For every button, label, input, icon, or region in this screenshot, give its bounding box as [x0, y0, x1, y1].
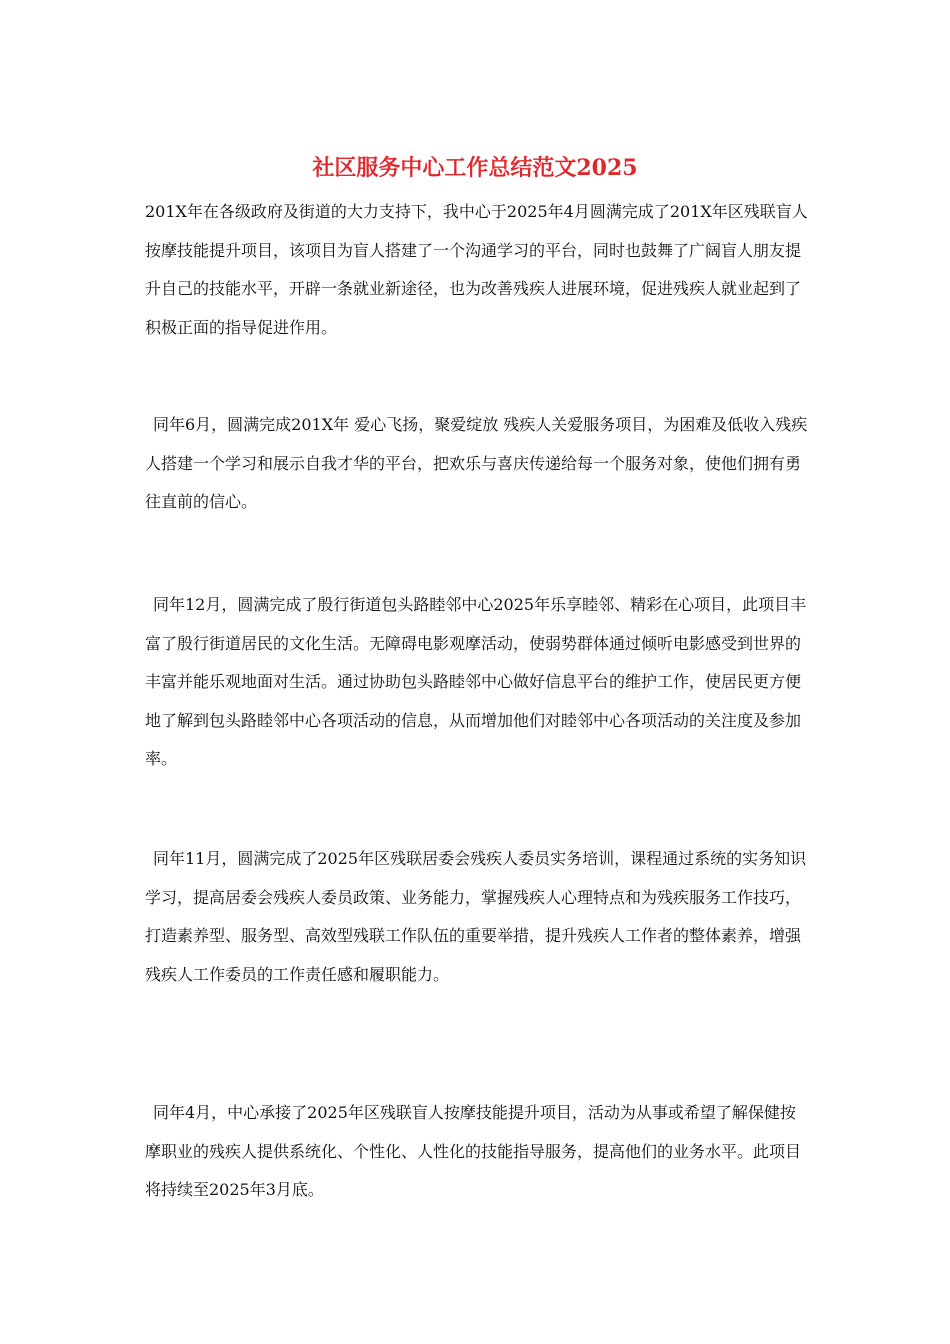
paragraph-4: 同年11月，圆满完成了2025年区残联居委会残疾人委员实务培训，课程通过系统的实务知识学习，提高居委会残疾人委员政策、业务能力，掌握残疾人心理特点和为残疾服务工作技巧，打造素养型、服务型、高效型残联工作队伍的重要举措，提升残疾人工作者的整体素养，增强残疾人工作委员的工作责任感和履职能力。	[145, 849, 807, 984]
paragraph-3: 同年12月，圆满完成了殷行街道包头路睦邻中心2025年乐享睦邻、精彩在心项目，此项目丰富了殷行街道居民的文化生活。无障碍电影观摩活动，使弱势群体通过倾听电影感受到世界的丰富并能乐观地面对生活。通过协助包头路睦邻中心做好信息平台的维护工作，使居民更方便地了解到包头路睦邻中心各项活动的信息，从而增加他们对睦邻中心各项活动的关注度及参加率。	[145, 595, 807, 768]
document-title: 社区服务中心工作总结范文2025	[312, 155, 638, 181]
paragraph-5: 同年4月，中心承接了2025年区残联盲人按摩技能提升项目，活动为从事或希望了解保健按摩职业的残疾人提供系统化、个性化、人性化的技能指导服务，提高他们的业务水平。此项目将持续至2025年3月底。	[145, 1103, 802, 1199]
paragraph-2: 同年6月，圆满完成201X年 爱心飞扬，聚爱绽放 残疾人关爱服务项目，为困难及低收入残疾人搭建一个学习和展示自我才华的平台，把欢乐与喜庆传递给每一个服务对象，使他们拥有勇往直前的信心。	[145, 415, 808, 511]
paragraph-1: 201X年在各级政府及街道的大力支持下，我中心于2025年4月圆满完成了201X年区残联盲人按摩技能提升项目，该项目为盲人搭建了一个沟通学习的平台，同时也鼓舞了广阔盲人朋友提升自己的技能水平，开辟一条就业新途径，也为改善残疾人进展环境，促进残疾人就业起到了积极正面的指导促进作用。	[145, 202, 808, 337]
